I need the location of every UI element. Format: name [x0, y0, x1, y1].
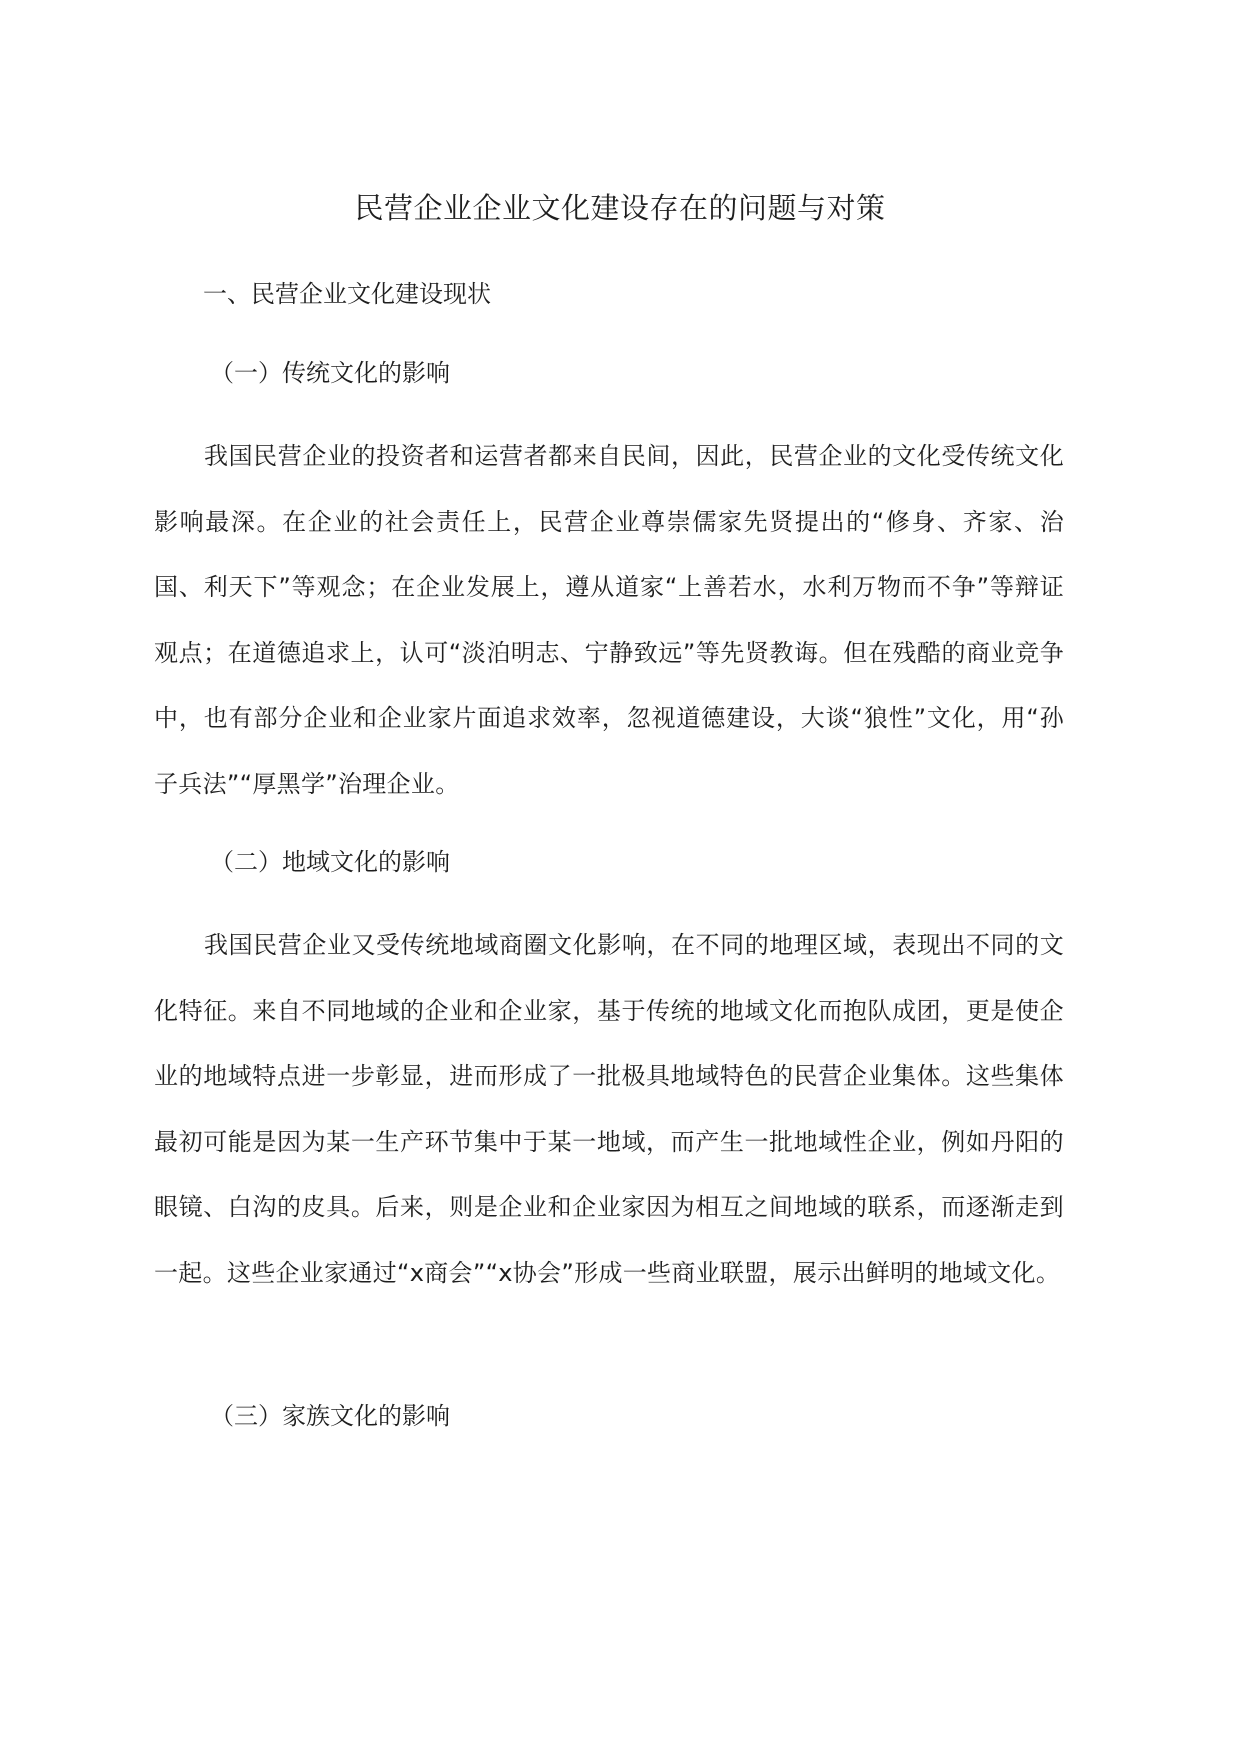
paragraph-traditional-culture: 我国民营企业的投资者和运营者都来自民间，因此，民营企业的文化受传统文化影响最深。在企业的社会责任上，民营企业尊崇儒家先贤提出的“修身、齐家、治国、利天下”等观念；在企业发展上，遵从道家“上善若水，水利万物而不争”等辩证观点；在道德追求上，认可“淡泊明志、宁静致远”等先贤教诲。但在残酷的商业竞争中，也有部分企业和企业家片面追求效率，忽视道德建设，大谈“狼性”文化，用“孙子兵法”“厚黑学”治理企业。 — [154, 442, 1064, 798]
section-heading-1: 一、民营企业文化建设现状 — [203, 280, 491, 308]
subsection-heading-1: （一）传统文化的影响 — [210, 359, 450, 387]
paragraph-regional-culture: 我国民营企业又受传统地域商圈文化影响，在不同的地理区域，表现出不同的文化特征。来自不同地域的企业和企业家，基于传统的地域文化而抱队成团，更是使企业的地域特点进一步彰显，进而形成了一批极具地域特色的民营企业集体。这些集体最初可能是因为某一生产环节集中于某一地域，而产生一批地域性企业，例如丹阳的眼镜、白沟的皮具。后来，则是企业和企业家因为相互之间地域的联系，而逐渐走到一起。这些企业家通过“x商会”“x协会”形成一些商业联盟，展示出鲜明的地域文化。 — [154, 931, 1064, 1287]
subsection-heading-2: （二）地域文化的影响 — [210, 848, 450, 876]
document-title: 民营企业企业文化建设存在的问题与对策 — [354, 191, 886, 225]
subsection-heading-3: （三）家族文化的影响 — [210, 1402, 450, 1430]
